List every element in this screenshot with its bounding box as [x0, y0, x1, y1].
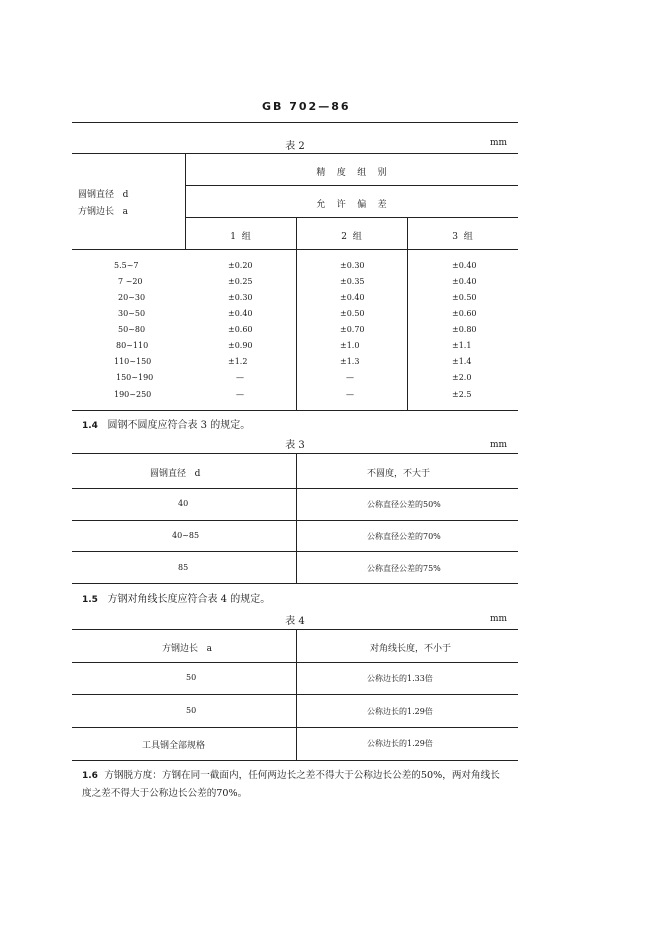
table-row: [0, 341, 662, 353]
table4-size: 50: [186, 706, 197, 715]
table4-bottom-rule: [72, 760, 518, 761]
table2-size: 110~150: [114, 357, 152, 366]
table4-col2-header: 对角线长度，不小于: [370, 644, 452, 654]
table3-bottom-rule: [72, 583, 518, 584]
table2-row-label-side: 方钢边长 a: [78, 207, 128, 217]
table-row: [0, 673, 662, 685]
table2-size: 20~30: [118, 293, 146, 302]
clause-1-6: [82, 767, 522, 802]
table2-g2: ±0.40: [340, 293, 365, 302]
table2-g3: ±0.50: [452, 293, 477, 302]
table2-g2: —: [346, 390, 354, 399]
table4-size: 工具钢全部规格: [142, 741, 206, 751]
table2-g3: ±1.1: [452, 341, 472, 350]
table2-deviation-rule: [185, 217, 518, 218]
table2-g1: ±0.90: [228, 341, 253, 350]
table2-g2: ±0.70: [340, 325, 365, 334]
table2-g3: ±1.4: [452, 357, 472, 366]
table-row: [0, 261, 662, 273]
table2-g1: ±0.40: [228, 309, 253, 318]
table-row: [0, 325, 662, 337]
table2-bottom-rule: [72, 410, 518, 411]
table2-g3: ±2.5: [452, 390, 472, 399]
table-row: [0, 531, 662, 543]
table2-g2: ±0.30: [340, 261, 365, 270]
table4-top-rule: [72, 629, 518, 630]
table4-header-rule: [72, 662, 518, 663]
table3-col2-header: 不圆度，不大于: [367, 469, 431, 479]
table3-top-rule: [72, 453, 518, 454]
table2-g1: ±0.30: [228, 293, 253, 302]
table-row: [0, 563, 662, 575]
table2-col-header-3: 3 组: [452, 232, 473, 242]
table2-g3: ±0.40: [452, 277, 477, 286]
table2-g3: ±0.40: [452, 261, 477, 270]
table-row: [0, 309, 662, 321]
table2-size: 7 ~20: [118, 277, 143, 286]
clause-number: 1.6: [82, 771, 98, 781]
table2-col-header-1: 1 组: [230, 232, 251, 242]
table2-g3: ±0.80: [452, 325, 477, 334]
table2-g1: ±0.25: [228, 277, 253, 286]
table2-size: 190~250: [114, 390, 152, 399]
clause-number: 1.5: [82, 595, 98, 605]
table2-size: 80~110: [116, 341, 149, 350]
table-row: [0, 357, 662, 369]
table3-unit: mm: [490, 440, 508, 450]
table4-size: 50: [186, 673, 197, 682]
table2-size: 30~50: [118, 309, 146, 318]
table2-g1: ±0.20: [228, 261, 253, 270]
table2-group-header: 精 度 组 别: [316, 168, 387, 178]
clause-1-4: [82, 417, 250, 435]
table2-g1: ±0.60: [228, 325, 253, 334]
table2-col-header-2: 2 组: [341, 232, 362, 242]
table2-top-rule: [72, 153, 518, 154]
clause-text: 圆钢不圆度应符合表 3 的规定。: [107, 420, 251, 431]
table2-group-rule: [185, 185, 518, 186]
table-row: [0, 499, 662, 511]
table3-value: 公称直径公差的70%: [367, 532, 441, 541]
table2-g2: ±0.35: [340, 277, 365, 286]
table-row: [0, 738, 662, 750]
table2-g2: ±1.3: [340, 357, 360, 366]
table2-g1: —: [236, 390, 244, 399]
clause-line-1: [82, 767, 522, 785]
table2-g2: —: [346, 373, 354, 382]
clause-text-line-1: 方钢脱方度：方钢在同一截面内，任何两边长之差不得大于公称边长公差的50%，两对角线长: [104, 770, 500, 781]
table3-row-rule-2: [72, 551, 518, 552]
clause-number: 1.4: [82, 421, 98, 431]
header-rule: [72, 122, 518, 123]
table3-header-rule: [72, 488, 518, 489]
table3-row-rule-1: [72, 520, 518, 521]
table4-value: 公称边长的1.29倍: [367, 739, 433, 748]
clause-text: 方钢对角线长度应符合表 4 的规定。: [107, 594, 271, 605]
table2-g1: ±1.2: [228, 357, 248, 366]
table2-row-label-diameter: 圆钢直径 d: [78, 190, 129, 200]
table4-value: 公称边长的1.33倍: [367, 674, 433, 683]
table3-size: 40~85: [172, 531, 200, 540]
table4-value: 公称边长的1.29倍: [367, 707, 433, 716]
table4-title: 表 4: [285, 616, 305, 627]
table2-size: 150~190: [116, 373, 154, 382]
table4-row-rule-1: [72, 694, 518, 695]
table2-g2: ±1.0: [340, 341, 360, 350]
table4-row-rule-2: [72, 727, 518, 728]
table2-size: 50~80: [118, 325, 146, 334]
table3-size: 85: [178, 563, 189, 572]
table-row: [0, 373, 662, 385]
standard-number: GB 702—86: [262, 100, 351, 113]
table-row: [0, 390, 662, 402]
table2-g1: —: [236, 373, 244, 382]
table2-g3: ±0.60: [452, 309, 477, 318]
clause-1-5: [82, 591, 270, 609]
table2-g3: ±2.0: [452, 373, 472, 382]
table4-col1-header: 方钢边长 a: [162, 644, 212, 654]
table2-deviation-header: 允 许 偏 差: [316, 200, 387, 210]
table2-unit: mm: [490, 138, 508, 148]
table3-value: 公称直径公差的75%: [367, 564, 441, 573]
table2-header-bottom-rule: [72, 249, 518, 250]
table3-size: 40: [178, 499, 189, 508]
table3-col1-header: 圆钢直径 d: [150, 469, 201, 479]
table3-title: 表 3: [285, 440, 305, 451]
table-row: [0, 277, 662, 289]
table2-g2: ±0.50: [340, 309, 365, 318]
clause-text-line-2: 度之差不得大于公称边长公差的70%。: [82, 788, 248, 799]
table3-value: 公称直径公差的50%: [367, 500, 441, 509]
table-row: [0, 706, 662, 718]
table2-title: 表 2: [285, 141, 305, 152]
table-row: [0, 293, 662, 305]
table4-unit: mm: [490, 614, 508, 624]
table2-size: 5.5~7: [114, 261, 139, 270]
